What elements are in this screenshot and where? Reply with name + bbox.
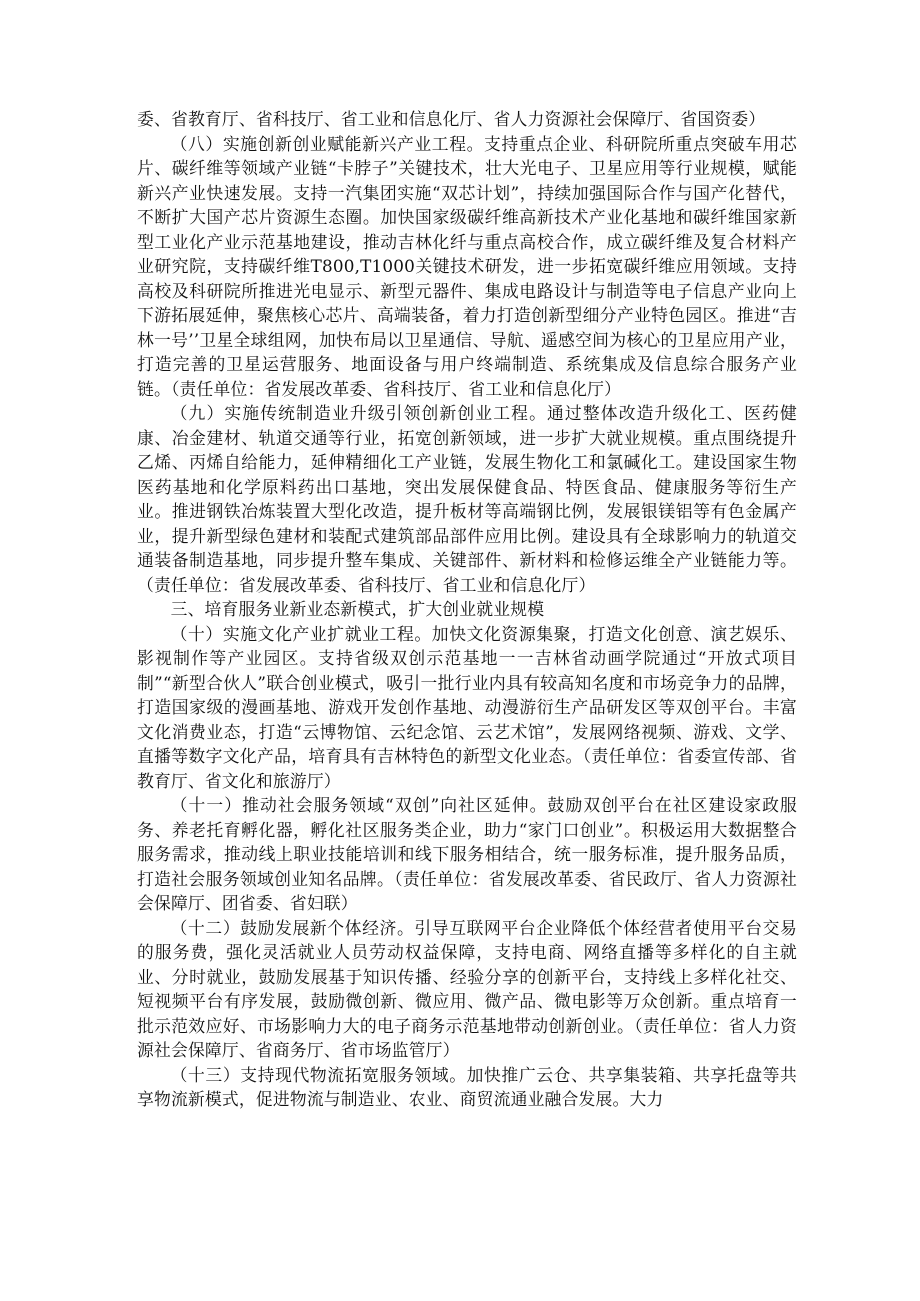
paragraph-section-11: （十一）推动社会服务领域“双创”向社区延伸。鼓励双创平台在社区建设家政服务、养老托育孵化器，孵化社区服务类企业，助力“家门口创业”。积极运用大数据整合服务需求，推动线上职业技能培训和线下服务相结合，统一服务标准，提升服务品质，打造社会服务领域创业知名品牌。（责任单位：省发展改革委、省民政厅、省人力资源社会保障厅、团省委、省妇联）	[137, 795, 797, 913]
paragraph-section-12: （十二）鼓励发展新个体经济。引导互联网平台企业降低个体经营者使用平台交易的服务费，强化灵活就业人员劳动权益保障，支持电商、网络直播等多样化的自主就业、分时就业，鼓励发展基于知识传播、经验分享的创新平台，支持线上多样化社交、短视频平台有序发展，鼓励微创新、微应用、微产品、微电影等万众创新。重点培育一批示范效应好、市场影响力大的电子商务示范基地带动创新创业。（责任单位：省人力资源社会保障厅、省商务厅、省市场监管厅）	[137, 917, 797, 1060]
paragraph-continuation: 委、省教育厅、省科技厅、省工业和信息化厅、省人力资源社会保障厅、省国资委）	[137, 109, 766, 129]
paragraph-section-13: （十三）支持现代物流拓宽服务领域。加快推广云仓、共享集装箱、共享托盘等共享物流新模式，促进物流与制造业、农业、商贸流通业融合发展。大力	[137, 1064, 797, 1109]
section-heading-3: 三、培育服务业新业态新模式，扩大创业就业规模	[170, 599, 545, 619]
paragraph-section-10: （十）实施文化产业扩就业工程。加快文化资源集聚，打造文化创意、演艺娱乐、影视制作等产业园区。支持省级双创示范基地一一吉林省动画学院通过“开放式项目制”“新型合伙人”联合创业模式，吸引一批行业内具有较高知名度和市场竞争力的品牌，打造国家级的漫画基地、游戏开发创作基地、动漫游衍生产品研发区等双创平台。丰富文化消费业态，打造“云博物馆、云纪念馆、云艺术馆”，发展网络视频、游戏、文学、直播等数字文化产品，培育具有吉林特色的新型文化业态。（责任单位：省委宣传部、省教育厅、省文化和旅游厅）	[137, 623, 797, 791]
document-body	[137, 107, 797, 1112]
paragraph-section-9: （九）实施传统制造业升级引领创新创业工程。通过整体改造升级化工、医药健康、冶金建材、轨道交通等行业，拓宽创新领域，进一步扩大就业规模。重点围绕提升乙烯、丙烯自给能力，延伸精细化工产业链，发展生物化工和氯碱化工。建设国家生物医药基地和化学原料药出口基地，突出发展保健食品、特医食品、健康服务等衍生产业。推进钢铁冶炼装置大型化改造，提升板材等高端钢比例，发展银镁铝等有色金属产业，提升新型绿色建材和装配式建筑部品部件应用比例。建设具有全球影响力的轨道交通装备制造基地，同步提升整车集成、关键部件、新材料和检修运维全产业链能力等。（责任单位：省发展改革委、省科技厅、省工业和信息化厅）	[137, 403, 797, 595]
paragraph-section-8: （八）实施创新创业赋能新兴产业工程。支持重点企业、科研院所重点突破车用芯片、碳纤维等领域产业链“卡脖子”关键技术，壮大光电子、卫星应用等行业规模，赋能新兴产业快速发展。支持一汽集团实施“双芯计划”，持续加强国际合作与国产化替代，不断扩大国产芯片资源生态圈。加快国家级碳纤维高新技术产业化基地和碳纤维国家新型工业化产业示范基地建设，推动吉林化纤与重点高校合作，成立碳纤维及复合材料产业研究院，支持碳纤维T800,T1000关键技术研发，进一步拓宽碳纤维应用领域。支持高校及科研院所推进光电显示、新型元器件、集成电路设计与制造等电子信息产业向上下游拓展延伸，聚焦核心芯片、高端装备，着力打造创新型细分产业特色园区。推进“吉林一号’’卫星全球组网，加快布局以卫星通信、导航、遥感空间为核心的卫星应用产业，打造完善的卫星运营服务、地面设备与用户终端制造、系统集成及信息综合服务产业链。（责任单位：省发展改革委、省科技厅、省工业和信息化厅）	[137, 133, 797, 399]
